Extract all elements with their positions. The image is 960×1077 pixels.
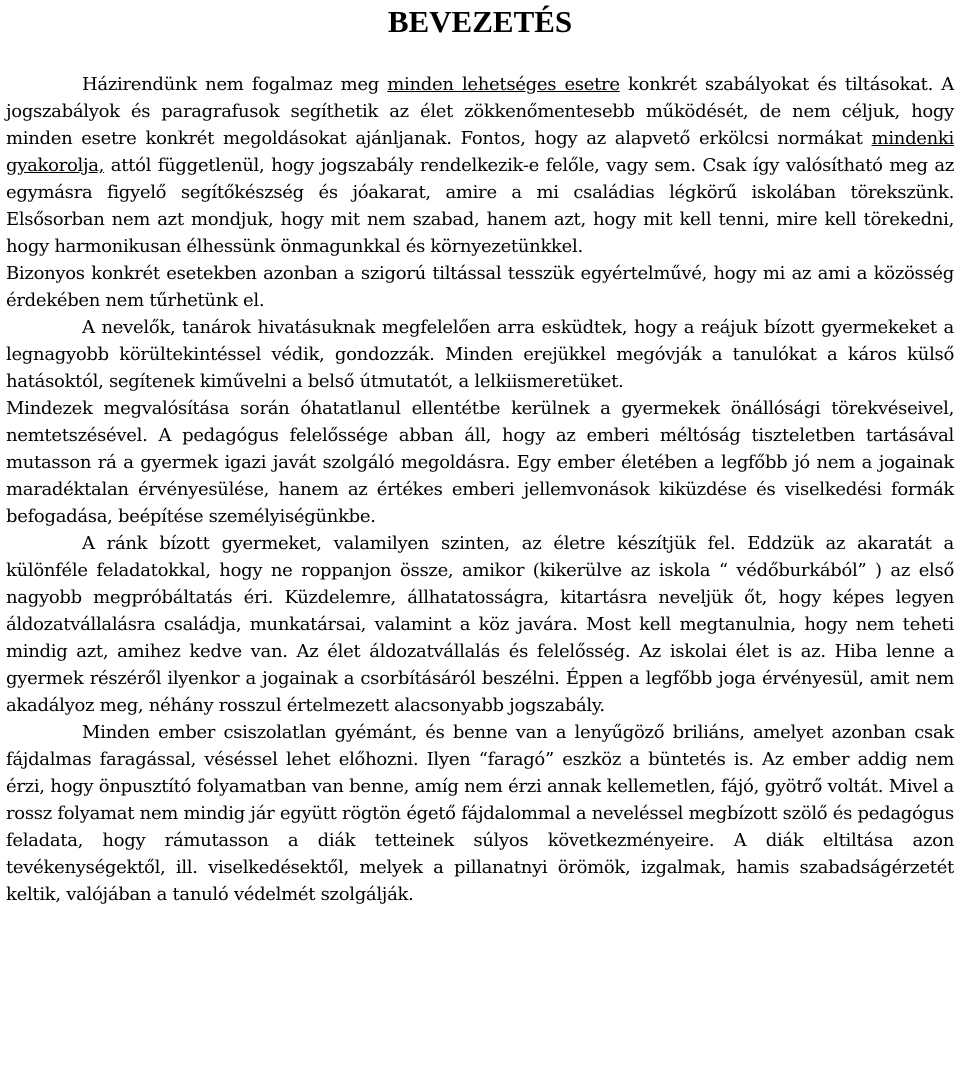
paragraph (6, 530, 954, 719)
paragraph-text: konkrét szabályokat és tiltásokat. A jogszabályok és paragrafusok segíthetik az élet zökkenőmentesebb működését, de nem céljuk, hogy minden esetre konkrét megoldásokat ajánljanak. Fontos, hogy az alapvető erkölcsi normákat (6, 74, 955, 149)
paragraph-text: Házirendünk nem fogalmaz meg (82, 74, 388, 95)
paragraph (6, 260, 954, 314)
paragraph-text: Minden ember csiszolatlan gyémánt, és benne van a lenyűgöző briliáns, amelyet azonban csak fájdalmas faragással, véséssel lehet előhozni. Ilyen “faragó” eszköz a büntetés is. Az ember addig nem érzi, hogy önpusztító folyamatban van benne, amíg nem érzi annak kellemetlen, fájó, gyötrő voltát. Mivel a rossz folyamat nem mindig jár együtt rögtön égető fájdalommal a neveléssel megbízott szölő és pedagógus feladata, hogy rámutasson a diák tetteinek súlyos következményeire. A diák eltiltása azon tevékenységektől, ill. viselkedésektől, melyek a pillanatnyi örömök, izgalmak, hamis szabadságérzetét keltik, valójában a tanuló védelmét szolgálják. (6, 722, 954, 905)
paragraph (6, 71, 954, 260)
paragraph-text: Mindezek megvalósítása során óhatatlanul ellentétbe kerülnek a gyermekek önállósági törekvéseivel, nemtetszésével. A pedagógus felelőssége abban áll, hogy az emberi méltóság tiszteletben tartásával mutasson rá a gyermek igazi javát szolgáló megoldásra. Egy ember életében a legfőbb jó nem a jogainak maradéktalan érvényesülése, hanem az értékes emberi jellemvonások kiküzdése és viselkedési formák befogadása, beépítése személyiségünkbe. (6, 398, 954, 527)
paragraph-text: A nevelők, tanárok hivatásuknak megfelelően arra esküdtek, hogy a reájuk bízott gyermekeket a legnagyobb körültekintéssel védik, gondozzák. Minden erejükkel megóvják a tanulókat a káros külső hatásoktól, segítenek kiművelni a belső útmutatót, a lelkiismeretüket. (6, 317, 954, 392)
underlined-text: mindenki gyakorolja, (6, 128, 954, 176)
paragraph-text: Bizonyos konkrét esetekben azonban a szigorú tiltással tesszük egyértelművé, hogy mi az ami a közösség érdekében nem tűrhetünk el. (6, 263, 954, 311)
paragraph (6, 314, 954, 395)
page-title: BEVEZETÉS (387, 4, 573, 39)
document-body (6, 71, 954, 908)
paragraph-text: A ránk bízott gyermeket, valamilyen szinten, az életre készítjük fel. Eddzük az akaratát a különféle feladatokkal, hogy ne roppanjon össze, amikor (kikerülve az iskola “ védőburkából” ) az első nagyobb megpróbáltatás éri. Küzdelemre, állhatatosságra, kitartásra neveljük őt, hogy képes legyen áldozatvállalásra családja, munkatársai, valamint a köz javára. Most kell megtanulnia, hogy nem teheti mindig azt, amihez kedve van. Az élet áldozatvállalás és felelősség. Az iskolai élet is az. Hiba lenne a gyermek részéről ilyenkor a jogainak a csorbításáról beszélni. Éppen a legfőbb joga érvényesül, amit nem akadályoz meg, néhány rosszul értelmezett alacsonyabb jogszabály. (6, 533, 954, 716)
paragraph (6, 719, 954, 908)
paragraph (6, 395, 954, 530)
paragraph-text: attól függetlenül, hogy jogszabály rendelkezik-e felőle, vagy sem. Csak így valósítható meg az egymásra figyelő segítőkészség és jóakarat, amire a mi családias légkörű iskolában törekszünk. Elsősorban nem azt mondjuk, hogy mit nem szabad, hanem azt, hogy mit kell tenni, mire kell törekedni, hogy harmonikusan élhessünk önmagunkkal és környezetünkkel. (6, 155, 954, 257)
underlined-text: minden lehetséges esetre (387, 74, 620, 95)
